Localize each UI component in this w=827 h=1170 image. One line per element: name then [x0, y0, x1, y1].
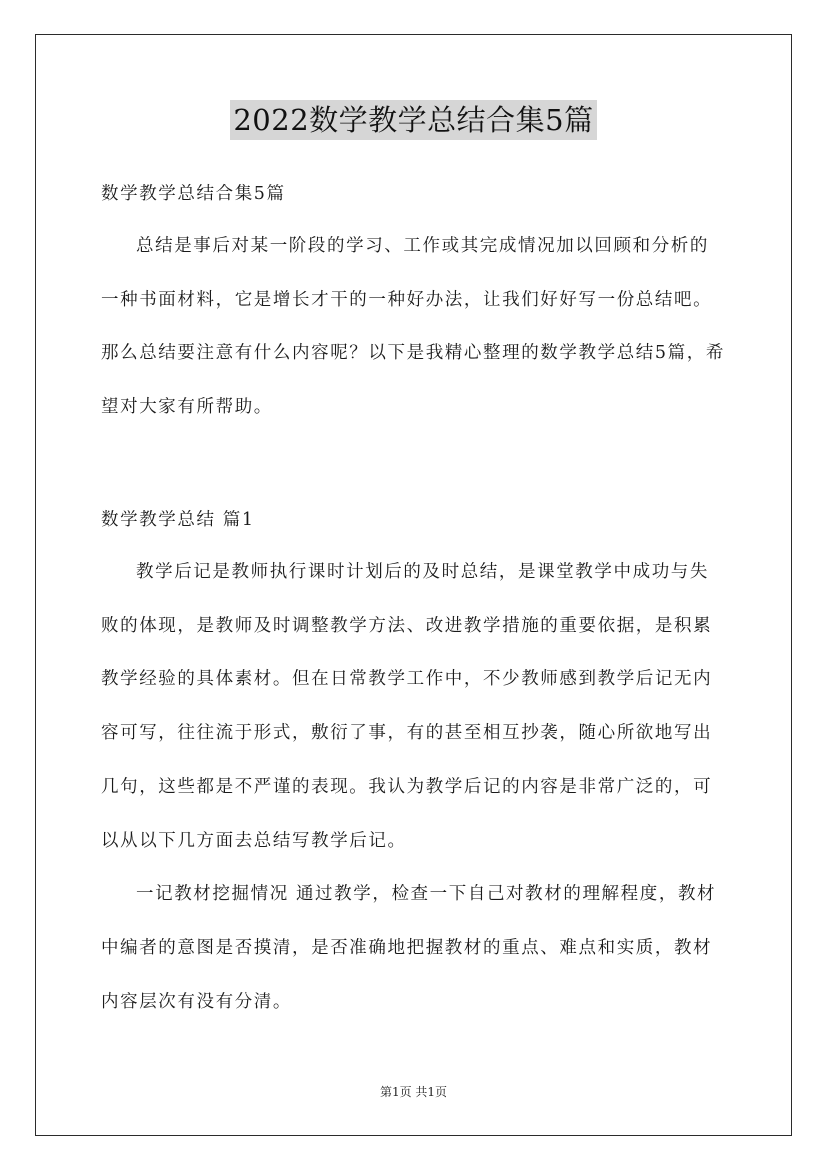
section-1-paragraph-1: 教学后记是教师执行课时计划后的及时总结，是课堂教学中成功与失败的体现，是教师及时调整教学方法、改进教学措施的重要依据，是积累教学经验的具体素材。但在日常教学工作中，不少教师感到教学后记无内容可写，往往流于形式，敷衍了事，有的甚至相互抄袭，随心所欲地写出几句，这些都是不严谨的表现。我认为教学后记的内容是非常广泛的，可以从以下几方面去总结写教学后记。: [101, 562, 713, 851]
section-1-paragraph-2: 一记教材挖掘情况 通过教学，检查一下自己对教材的理解程度，教材中编者的意图是否摸清，是否准确地把握教材的重点、难点和实质，教材内容层次有没有分清。: [101, 884, 717, 1012]
document-subtitle: 数学教学总结合集5篇: [101, 184, 286, 204]
intro-paragraph: 总结是事后对某一阶段的学习、工作或其完成情况加以回顾和分析的一种书面材料，它是增长才干的一种好办法，让我们好好写一份总结吧。那么总结要注意有什么内容呢？以下是我精心整理的数学教学总结5篇，希望对大家有所帮助。: [101, 236, 725, 418]
document-title: 2022数学教学总结合集5篇: [230, 100, 596, 140]
section-1-body: [101, 546, 727, 1029]
section-heading-1: 数学教学总结 篇1: [101, 510, 255, 530]
title-container: [0, 100, 827, 140]
intro-section: [101, 220, 727, 435]
page-footer: 第1页 共1页: [379, 1085, 448, 1099]
